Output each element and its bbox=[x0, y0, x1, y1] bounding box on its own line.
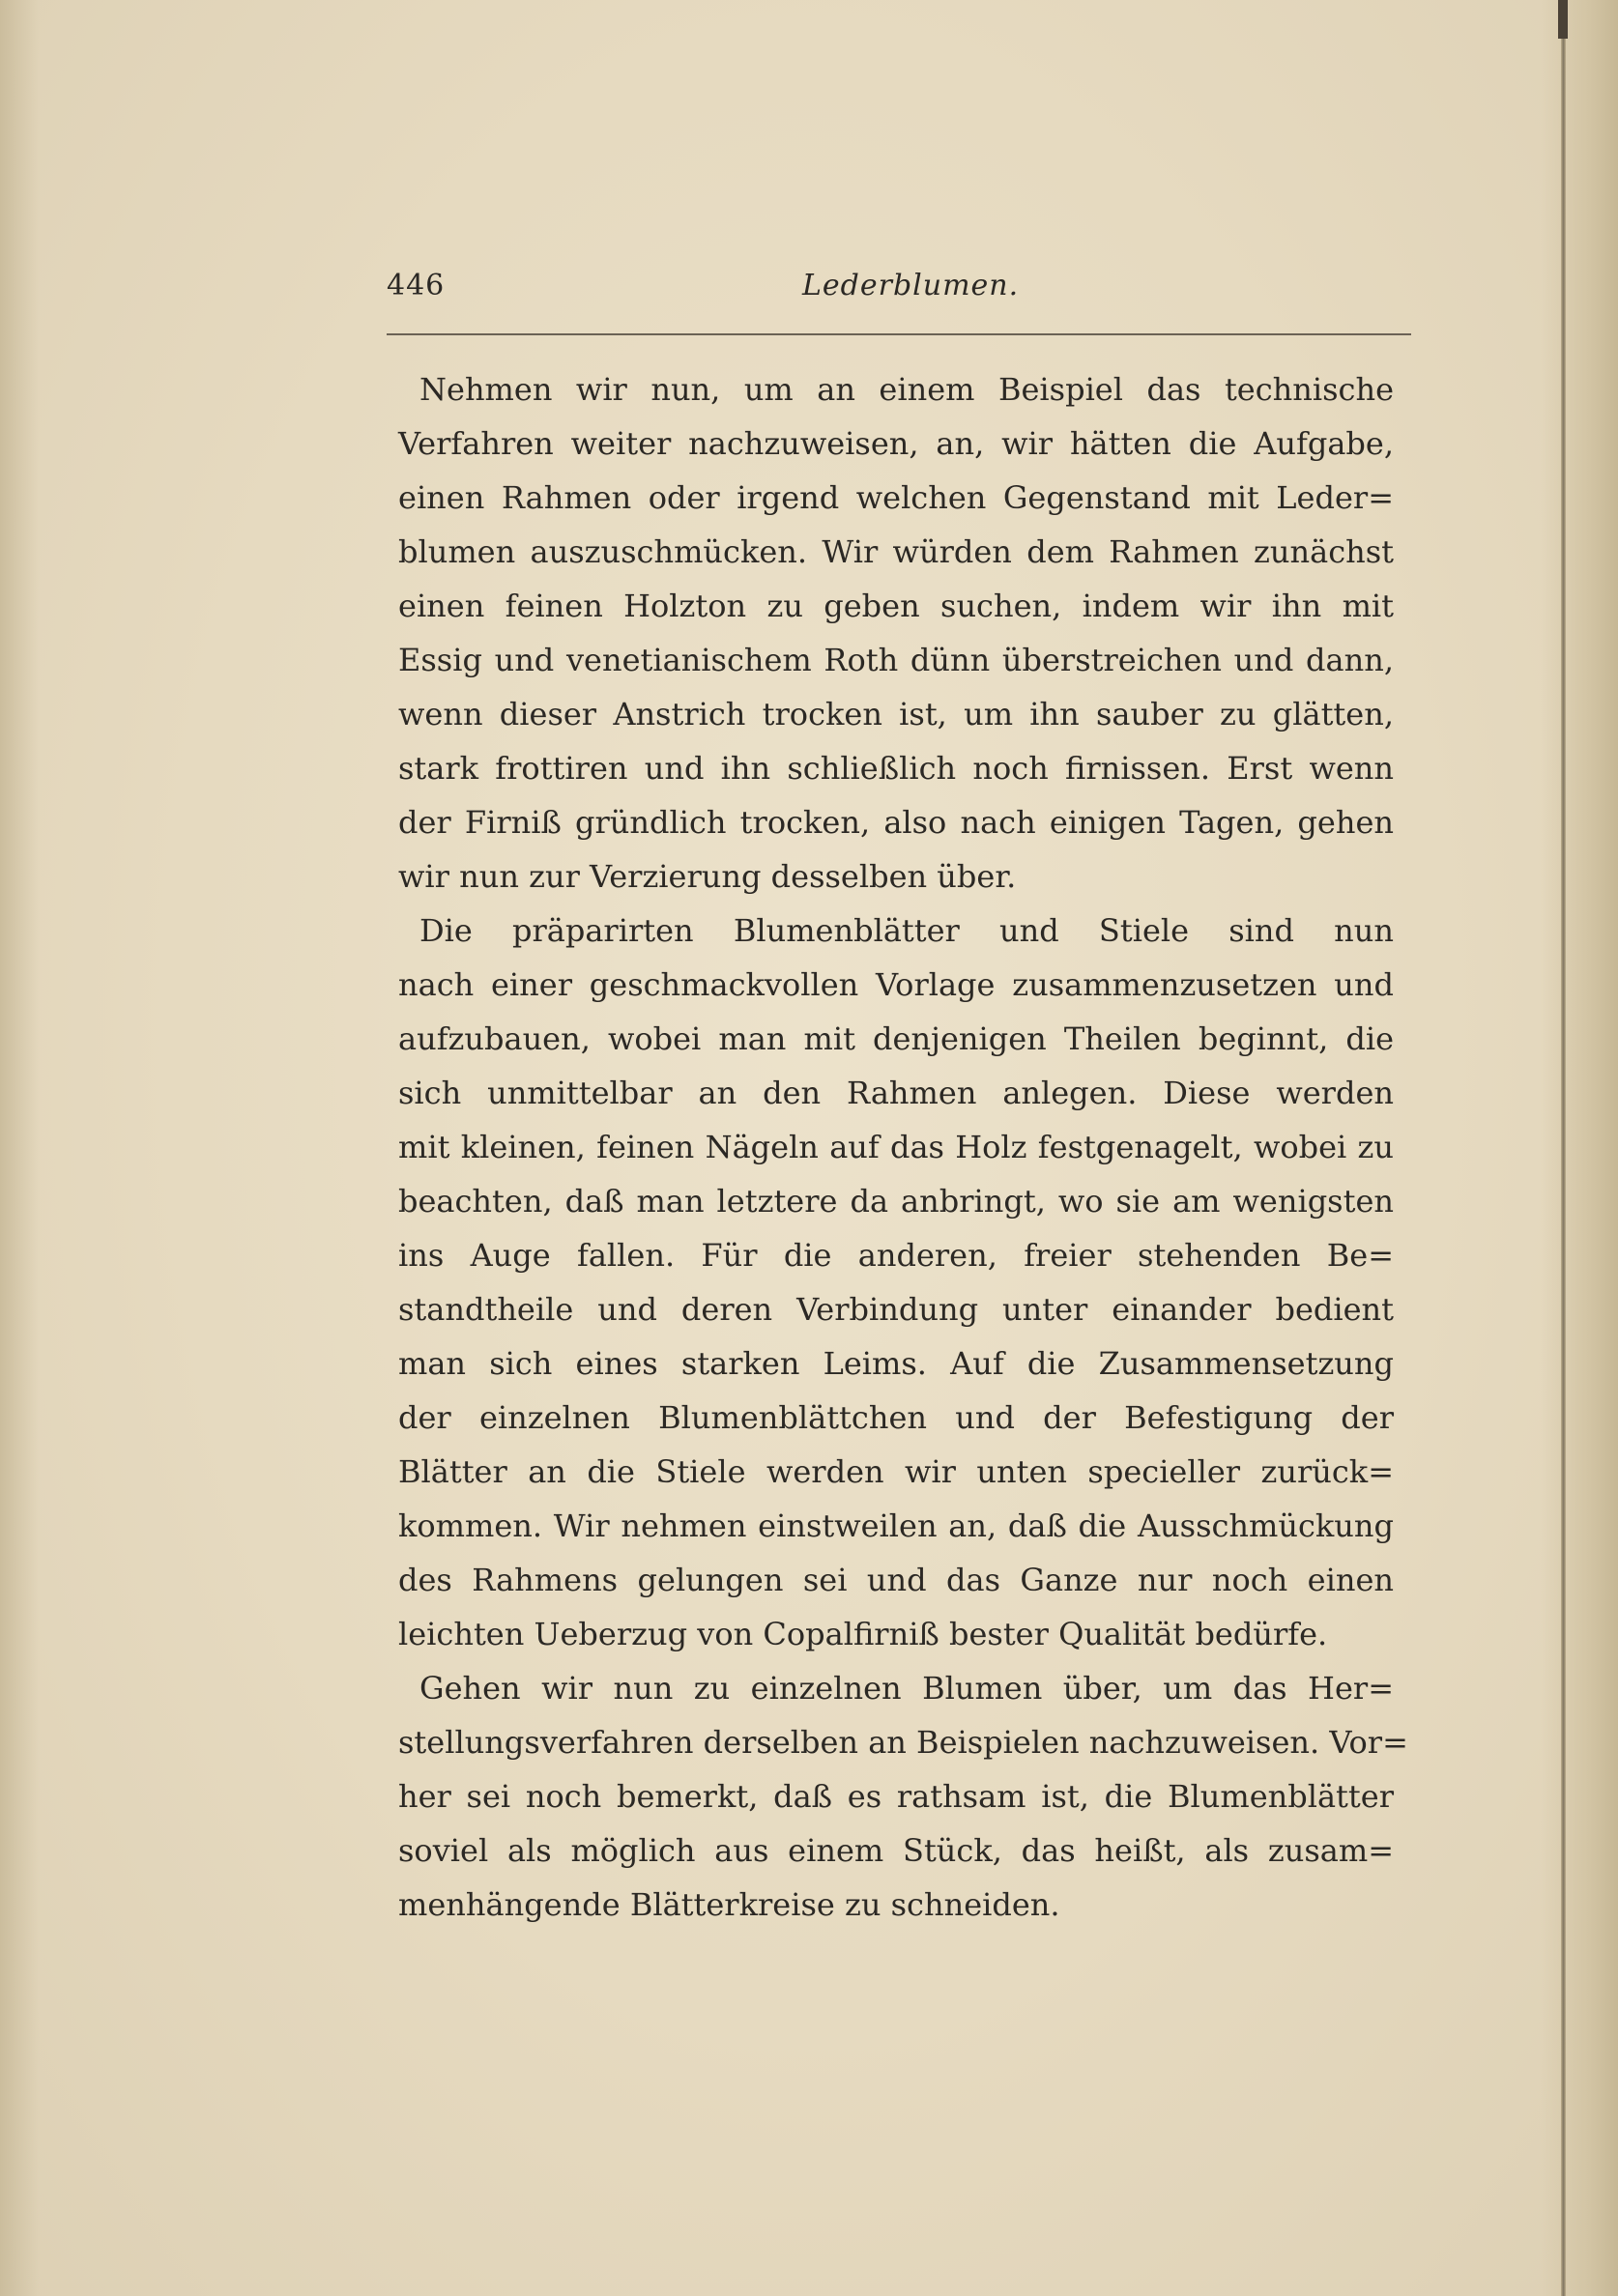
text-line: ins Auge fallen. Für die anderen, freier stehenden Be= bbox=[398, 1237, 1394, 1274]
running-title: Lederblumen. bbox=[802, 269, 1020, 302]
text-line: Essig und venetianischem Roth dünn überstreichen und dann, bbox=[398, 642, 1394, 678]
header-rule bbox=[387, 333, 1411, 335]
text-line: stellungsverfahren derselben an Beispielen nachzuweisen. Vor= bbox=[398, 1724, 1408, 1761]
text-line: her sei noch bemerkt, daß es rathsam ist, die Blumenblätter bbox=[398, 1778, 1394, 1815]
text-line: blumen auszuschmücken. Wir würden dem Rahmen zunächst bbox=[398, 533, 1394, 570]
text-line: Nehmen wir nun, um an einem Beispiel das technische bbox=[419, 371, 1394, 408]
text-line: der Firniß gründlich trocken, also nach einigen Tagen, gehen bbox=[398, 804, 1394, 841]
text-line: des Rahmens gelungen sei und das Ganze nur noch einen bbox=[398, 1562, 1394, 1598]
text-line: der einzelnen Blumenblättchen und der Befestigung der bbox=[398, 1399, 1394, 1436]
page-edge-left bbox=[0, 0, 39, 2296]
text-line: leichten Ueberzug von Copalfirniß bester Qualität bedürfe. bbox=[398, 1616, 1328, 1652]
text-line: Gehen wir nun zu einzelnen Blumen über, um das Her= bbox=[419, 1670, 1394, 1707]
text-line: Blätter an die Stiele werden wir unten specieller zurück= bbox=[398, 1453, 1394, 1490]
text-line: Die präparirten Blumenblätter und Stiele sind nun bbox=[419, 912, 1394, 949]
text-line: aufzubauen, wobei man mit denjenigen Theilen beginnt, die bbox=[398, 1020, 1394, 1057]
text-line: einen feinen Holzton zu geben suchen, indem wir ihn mit bbox=[398, 588, 1394, 624]
text-line: einen Rahmen oder irgend welchen Gegenstand mit Leder= bbox=[398, 479, 1394, 516]
page-edge-right bbox=[1541, 0, 1618, 2296]
text-line: wir nun zur Verzierung desselben über. bbox=[398, 858, 1017, 895]
page-fold-mark bbox=[1558, 0, 1568, 39]
text-line: menhängende Blätterkreise zu schneiden. bbox=[398, 1886, 1060, 1923]
text-line: wenn dieser Anstrich trocken ist, um ihn sauber zu glätten, bbox=[398, 696, 1394, 732]
body-text bbox=[398, 362, 1408, 1932]
text-line: stark frottiren und ihn schließlich noch firnissen. Erst wenn bbox=[398, 750, 1394, 787]
page-header bbox=[387, 269, 1411, 317]
text-line: Verfahren weiter nachzuweisen, an, wir hätten die Aufgabe, bbox=[398, 425, 1394, 462]
text-line: beachten, daß man letztere da anbringt, wo sie am wenigsten bbox=[398, 1183, 1394, 1220]
text-line: sich unmittelbar an den Rahmen anlegen. Diese werden bbox=[398, 1075, 1394, 1111]
page-number: 446 bbox=[387, 269, 446, 302]
page-fold-line bbox=[1561, 0, 1566, 2296]
text-line: standtheile und deren Verbindung unter einander bedient bbox=[398, 1291, 1394, 1328]
text-line: kommen. Wir nehmen einstweilen an, daß die Ausschmückung bbox=[398, 1507, 1394, 1544]
text-line: mit kleinen, feinen Nägeln auf das Holz festgenagelt, wobei zu bbox=[398, 1129, 1394, 1165]
text-line: man sich eines starken Leims. Auf die Zusammensetzung bbox=[398, 1345, 1394, 1382]
text-line: soviel als möglich aus einem Stück, das heißt, als zusam= bbox=[398, 1832, 1394, 1869]
text-line: nach einer geschmackvollen Vorlage zusammenzusetzen und bbox=[398, 966, 1394, 1003]
